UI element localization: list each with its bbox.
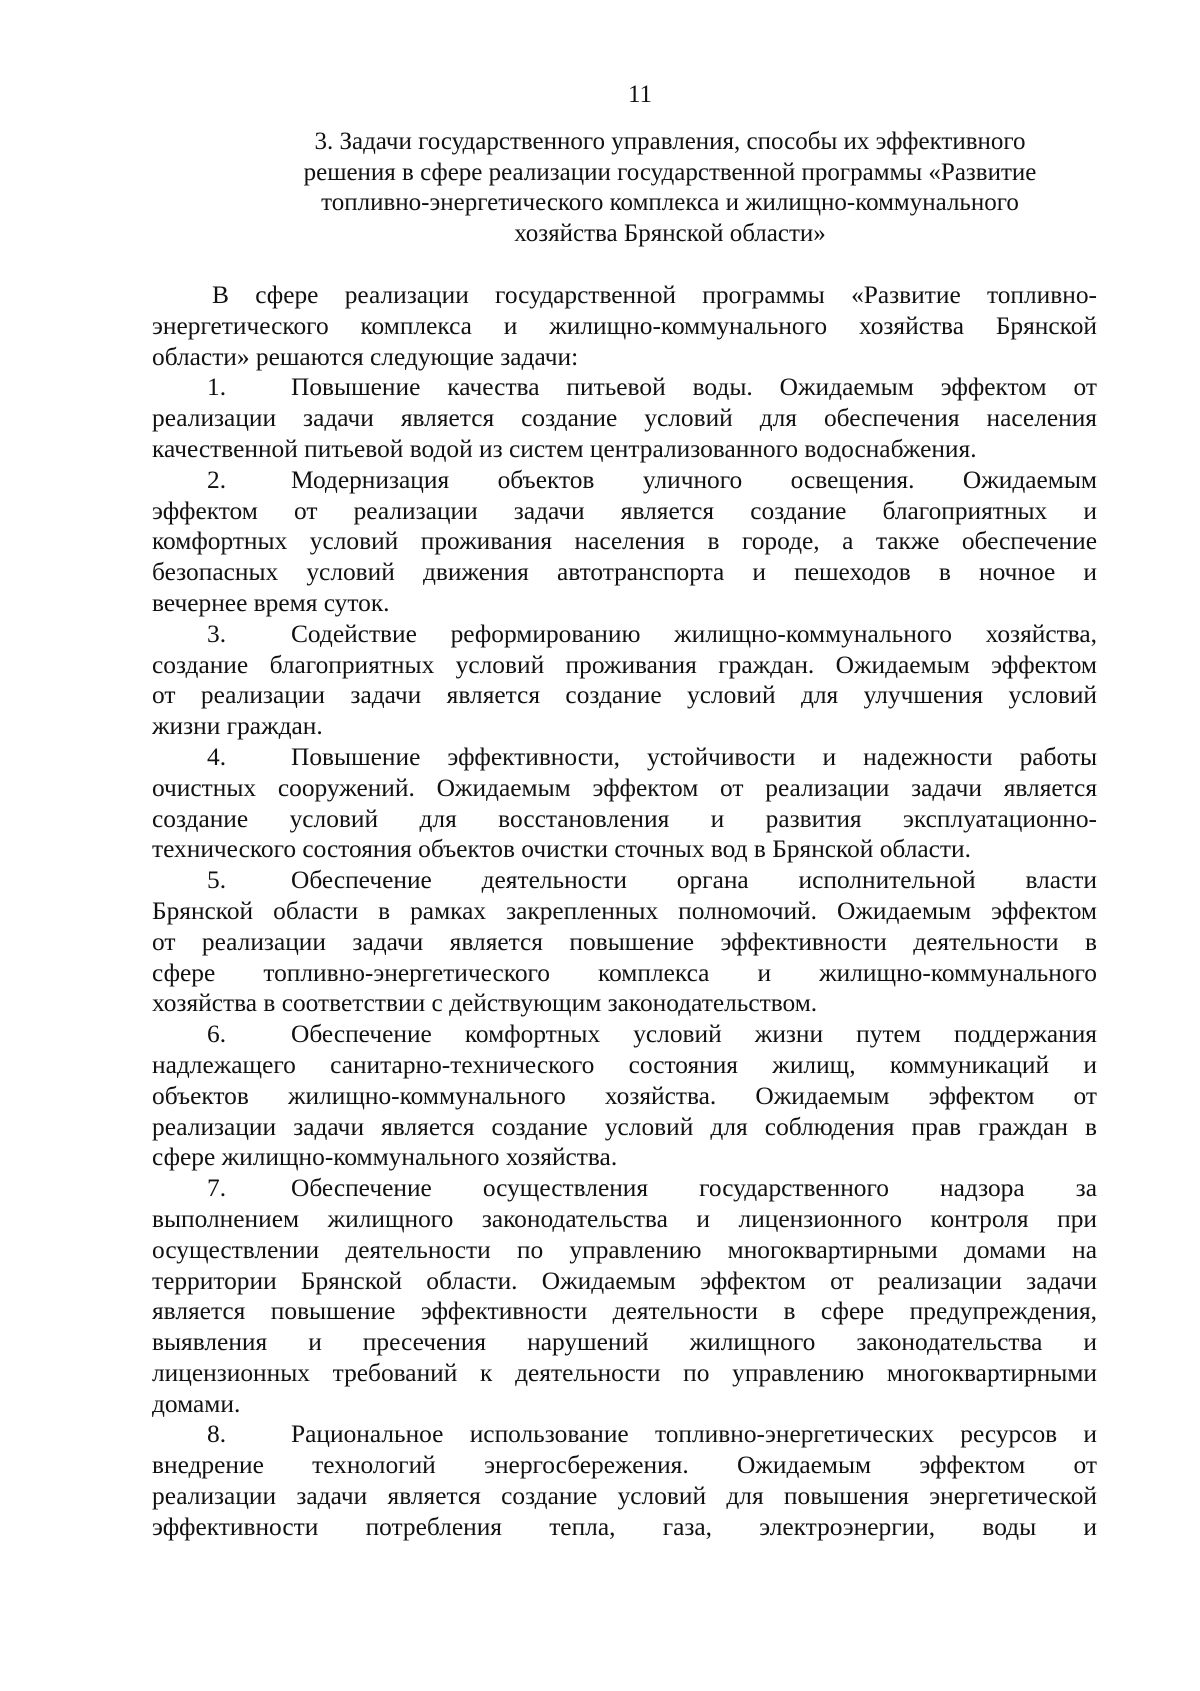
intro-paragraph — [152, 280, 1097, 372]
text-line: вечернее время суток. — [152, 588, 390, 617]
text-line: очистных сооружений. Ожидаемым эффектом от реализации задачи является — [152, 773, 1097, 802]
text-line: качественной питьевой водой из систем централизованного водоснабжения. — [152, 434, 977, 463]
text-line: эффектом от реализации задачи является создание благоприятных и — [152, 496, 1097, 525]
text-line — [152, 619, 1097, 650]
text-line: создание условий для восстановления и развития эксплуатационно- — [152, 804, 1097, 833]
task-text: Обеспечение деятельности органа исполнительной власти — [291, 866, 1097, 895]
text-line — [152, 742, 1097, 773]
task-item — [152, 465, 1097, 619]
task-text: Повышение качества питьевой воды. Ожидаемым эффектом от — [291, 373, 1097, 402]
heading-line: топливно-энергетического комплекса и жилищно-коммунального — [321, 189, 1019, 216]
task-number: 8. — [207, 1420, 227, 1449]
text-line — [152, 1173, 1097, 1204]
text-line: эффективности потребления тепла, газа, электроэнергии, воды и — [152, 1512, 1097, 1541]
text-line: В сфере реализации государственной программы «Развитие топливно- — [212, 281, 1097, 309]
document-body — [152, 280, 1097, 1543]
task-item — [152, 742, 1097, 865]
text-line: технического состояния объектов очистки сточных вод в Брянской области. — [152, 835, 971, 864]
text-line: безопасных условий движения автотранспорта и пешеходов в ночное и — [152, 558, 1097, 587]
task-number: 2. — [207, 465, 227, 494]
task-text: Обеспечение осуществления государственного надзора за — [291, 1174, 1097, 1203]
section-heading — [250, 127, 1090, 249]
text-line: энергетического комплекса и жилищно-коммунального хозяйства Брянской — [152, 311, 1097, 340]
text-line: домами. — [152, 1389, 241, 1418]
text-line: сфере топливно-энергетического комплекса и жилищно-коммунального — [152, 958, 1097, 987]
text-line: от реализации задачи является создание условий для улучшения условий — [152, 681, 1097, 710]
heading-line: хозяйства Брянской области» — [514, 219, 826, 247]
text-line: территории Брянской области. Ожидаемым эффектом от реализации задачи — [152, 1266, 1097, 1295]
text-line: выявления и пресечения нарушений жилищного законодательства и — [152, 1328, 1097, 1357]
task-text: Обеспечение комфортных условий жизни путем поддержания — [291, 1020, 1097, 1049]
task-item — [152, 619, 1097, 742]
heading-line: 3. Задачи государственного управления, способы их эффективного — [314, 128, 1026, 155]
task-number: 6. — [207, 1020, 227, 1049]
task-item — [152, 1173, 1097, 1419]
task-item — [152, 865, 1097, 1019]
text-line: комфортных условий проживания населения в городе, а также обеспечение — [152, 527, 1097, 556]
text-line — [152, 865, 1097, 896]
text-line: объектов жилищно-коммунального хозяйства. Ожидаемым эффектом от — [152, 1081, 1097, 1110]
task-number: 4. — [207, 742, 227, 771]
text-line: надлежащего санитарно-технического состояния жилищ, коммуникаций и — [152, 1050, 1097, 1079]
text-line: жизни граждан. — [152, 712, 323, 741]
page-number: 11 — [627, 81, 653, 108]
task-text: Содействие реформированию жилищно-коммунального хозяйства, — [291, 619, 1097, 648]
text-line: создание благоприятных условий проживания граждан. Ожидаемым эффектом — [152, 650, 1097, 679]
heading-line: решения в сфере реализации государственной программы «Развитие — [303, 158, 1037, 186]
text-line — [152, 465, 1097, 496]
task-text: Повышение эффективности, устойчивости и надежности работы — [291, 742, 1097, 771]
task-number: 7. — [207, 1174, 227, 1203]
text-line: области» решаются следующие задачи: — [152, 342, 579, 371]
text-line — [152, 372, 1097, 403]
text-line: осуществлении деятельности по управлению многоквартирными домами на — [152, 1235, 1097, 1264]
text-line: внедрение технологий энергосбережения. Ожидаемым эффектом от — [152, 1451, 1097, 1480]
text-line — [152, 1419, 1097, 1450]
task-text: Рациональное использование топливно-энергетических ресурсов и — [291, 1420, 1097, 1449]
text-line: реализации задачи является создание условий для обеспечения населения — [152, 404, 1097, 433]
task-text: Модернизация объектов уличного освещения. Ожидаемым — [291, 465, 1097, 494]
text-line: Брянской области в рамках закрепленных полномочий. Ожидаемым эффектом — [152, 896, 1097, 925]
task-number: 3. — [207, 619, 227, 648]
text-line: лицензионных требований к деятельности по управлению многоквартирными — [152, 1358, 1097, 1387]
task-number: 5. — [207, 866, 227, 895]
text-line: от реализации задачи является повышение эффективности деятельности в — [152, 927, 1097, 956]
text-line: реализации задачи является создание условий для повышения энергетической — [152, 1482, 1097, 1511]
text-line — [152, 1019, 1097, 1050]
text-line: является повышение эффективности деятельности в сфере предупреждения, — [152, 1297, 1097, 1326]
task-item — [152, 1419, 1097, 1542]
text-line: реализации задачи является создание условий для соблюдения прав граждан в — [152, 1112, 1097, 1141]
task-number: 1. — [207, 373, 227, 402]
task-item — [152, 372, 1097, 464]
text-line: выполнением жилищного законодательства и лицензионного контроля при — [152, 1204, 1097, 1233]
task-item — [152, 1019, 1097, 1173]
text-line: хозяйства в соответствии с действующим законодательством. — [152, 989, 818, 1018]
text-line: сфере жилищно-коммунального хозяйства. — [152, 1143, 618, 1172]
